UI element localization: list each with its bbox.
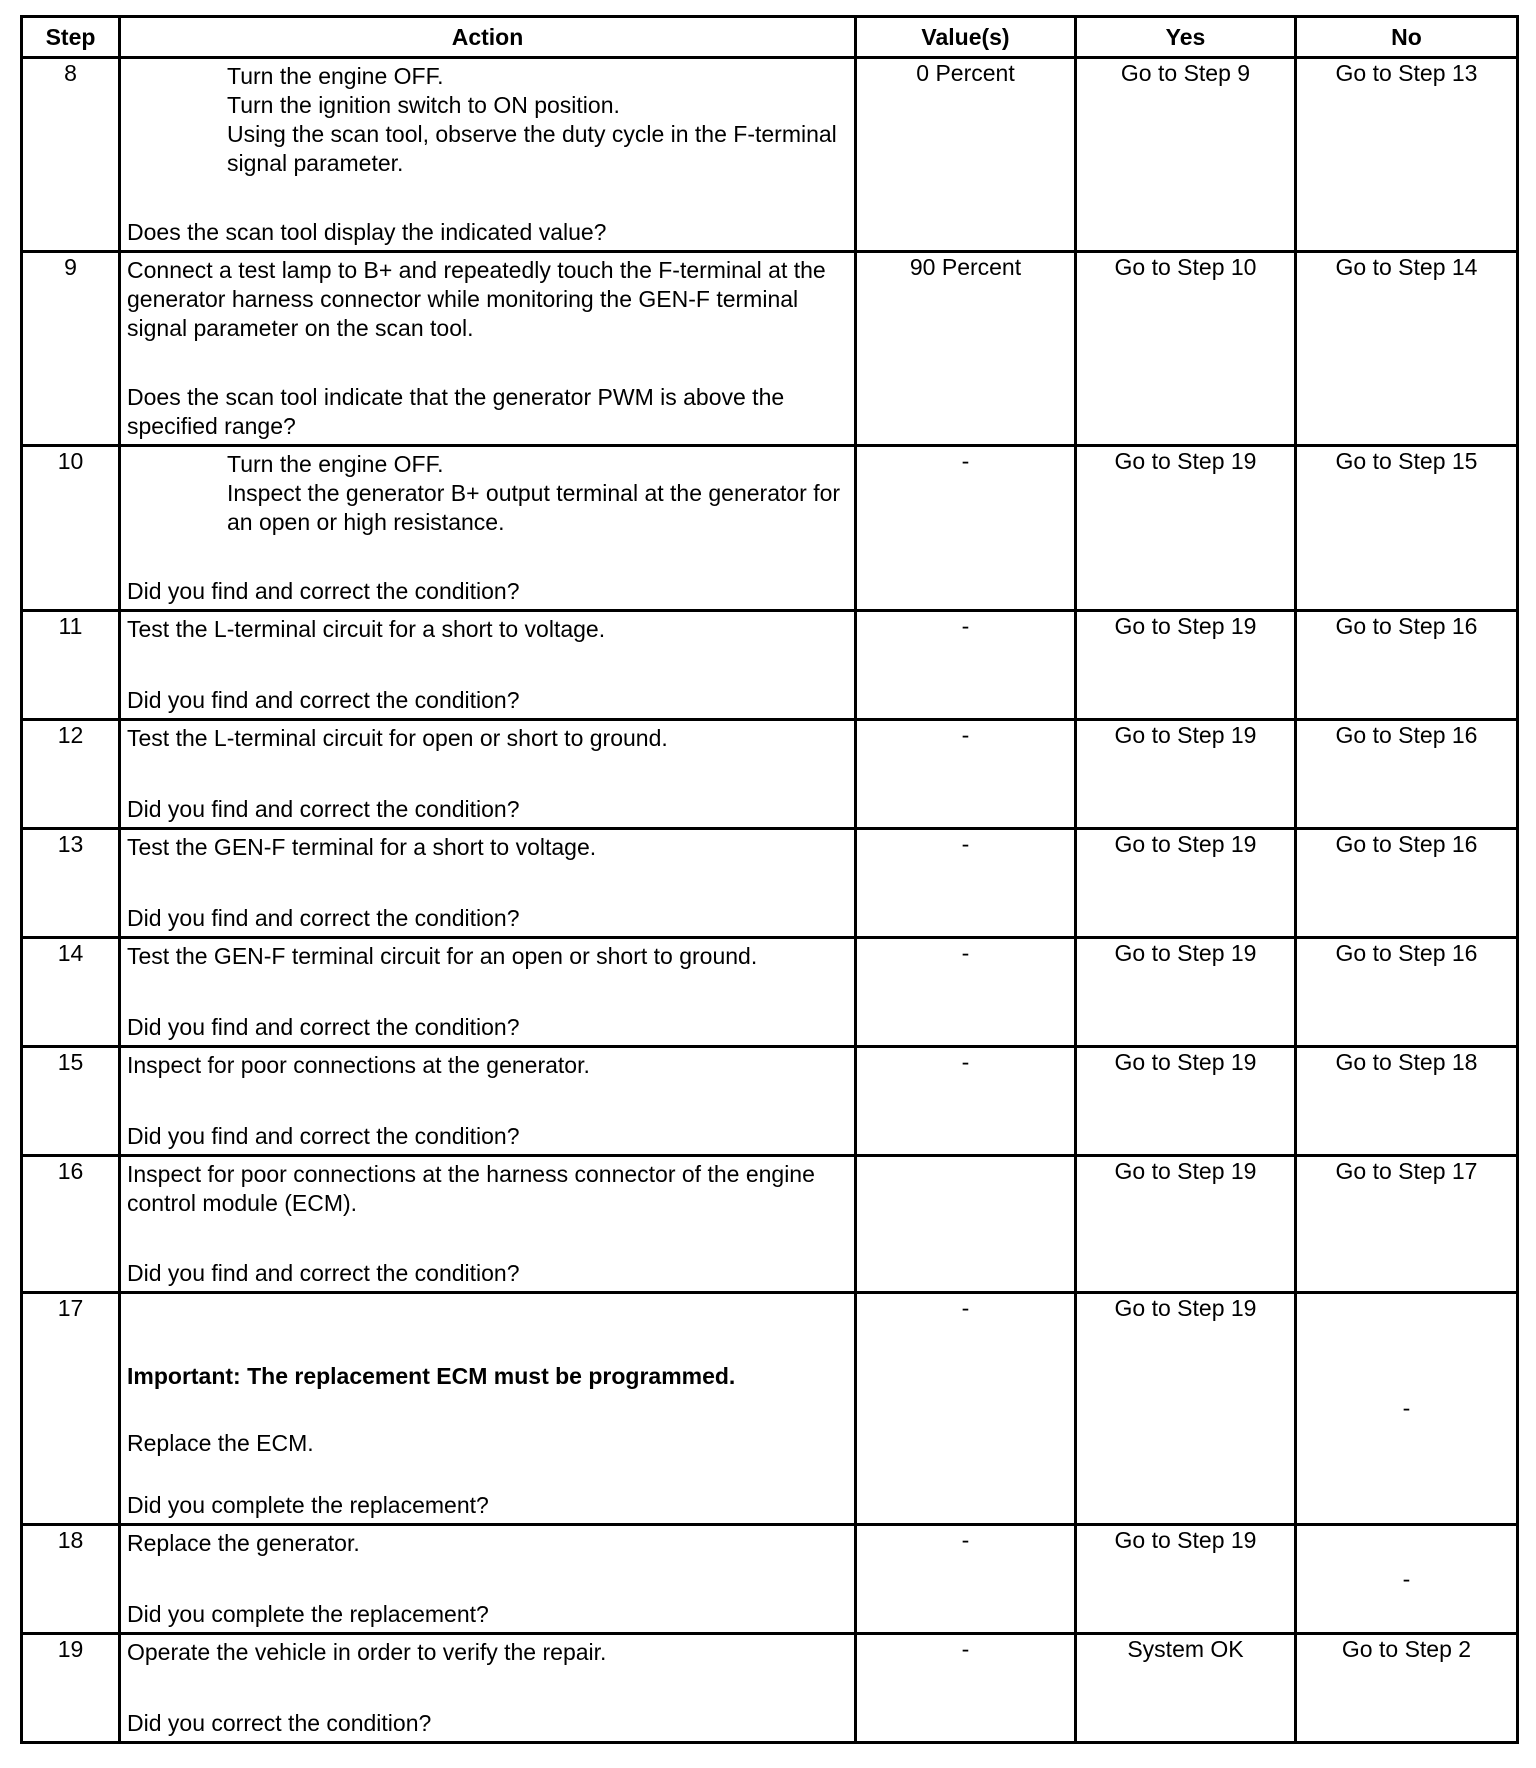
action-line: Test the L-terminal circuit for a short to voltage. [127, 616, 606, 642]
table-row [22, 446, 1518, 611]
action-cell [120, 611, 856, 720]
yes-cell: System OK [1076, 1634, 1296, 1743]
step-cell: 18 [22, 1525, 120, 1634]
action-line: Turn the engine OFF. [227, 63, 444, 89]
value-cell: - [856, 938, 1076, 1047]
step-cell: 12 [22, 720, 120, 829]
yes-cell: Go to Step 19 [1076, 938, 1296, 1047]
action-line: Connect a test lamp to B+ and repeatedly touch the F-terminal at the generator harness connector while monitoring the GEN-F terminal signal parameter on the scan tool. [127, 257, 826, 341]
action-line: Using the scan tool, observe the duty cycle in the F-terminal signal parameter. [227, 121, 837, 176]
header-yes: Yes [1076, 17, 1296, 58]
table-row [22, 829, 1518, 938]
step-cell: 9 [22, 252, 120, 446]
action-question: Did you find and correct the condition? [127, 578, 520, 604]
action-line: Inspect for poor connections at the harness connector of the engine control module (ECM). [127, 1161, 815, 1216]
step-cell: 16 [22, 1156, 120, 1293]
no-cell: Go to Step 15 [1296, 446, 1518, 611]
action-cell [120, 1156, 856, 1293]
no-cell: Go to Step 16 [1296, 938, 1518, 1047]
step-cell: 13 [22, 829, 120, 938]
action-cell [120, 1293, 856, 1525]
yes-cell: Go to Step 19 [1076, 611, 1296, 720]
table-row [22, 1634, 1518, 1743]
action-cell [120, 58, 856, 252]
table-row [22, 1047, 1518, 1156]
action-question: Did you complete the replacement? [127, 1601, 489, 1627]
yes-cell: Go to Step 19 [1076, 1293, 1296, 1525]
diagnostic-table [20, 15, 1519, 1744]
value-cell: - [856, 829, 1076, 938]
action-question: Did you find and correct the condition? [127, 796, 520, 822]
important-note: Important: The replacement ECM must be programmed. [127, 1363, 736, 1389]
no-cell: Go to Step 17 [1296, 1156, 1518, 1293]
action-line: Replace the ECM. [127, 1430, 314, 1456]
table-row [22, 611, 1518, 720]
action-cell [120, 1525, 856, 1634]
yes-cell: Go to Step 9 [1076, 58, 1296, 252]
action-line: Turn the ignition switch to ON position. [227, 92, 620, 118]
action-question: Does the scan tool display the indicated value? [127, 219, 607, 245]
action-question: Did you find and correct the condition? [127, 905, 520, 931]
yes-cell: Go to Step 19 [1076, 1525, 1296, 1634]
step-cell: 15 [22, 1047, 120, 1156]
step-cell: 8 [22, 58, 120, 252]
action-cell [120, 1634, 856, 1743]
no-cell: - [1296, 1525, 1518, 1634]
action-line: Test the GEN-F terminal for a short to voltage. [127, 834, 597, 860]
no-cell: Go to Step 14 [1296, 252, 1518, 446]
yes-cell: Go to Step 19 [1076, 446, 1296, 611]
action-line: Inspect for poor connections at the generator. [127, 1052, 590, 1078]
action-question: Did you find and correct the condition? [127, 1123, 520, 1149]
no-cell: Go to Step 16 [1296, 611, 1518, 720]
table-row [22, 1525, 1518, 1634]
table-row [22, 58, 1518, 252]
table-row [22, 1156, 1518, 1293]
no-cell: Go to Step 16 [1296, 829, 1518, 938]
table-row [22, 1293, 1518, 1525]
step-cell: 11 [22, 611, 120, 720]
action-question: Did you correct the condition? [127, 1710, 432, 1736]
table-row [22, 252, 1518, 446]
header-action: Action [120, 17, 856, 58]
action-line: Replace the generator. [127, 1530, 360, 1556]
header-no: No [1296, 17, 1518, 58]
no-cell: Go to Step 2 [1296, 1634, 1518, 1743]
action-question: Did you find and correct the condition? [127, 1014, 520, 1040]
action-question: Did you complete the replacement? [127, 1492, 489, 1518]
yes-cell: Go to Step 19 [1076, 829, 1296, 938]
value-cell: - [856, 1525, 1076, 1634]
action-question: Does the scan tool indicate that the generator PWM is above the specified range? [127, 384, 785, 439]
step-cell: 14 [22, 938, 120, 1047]
action-question: Did you find and correct the condition? [127, 1260, 520, 1286]
no-cell: Go to Step 18 [1296, 1047, 1518, 1156]
value-cell: - [856, 1634, 1076, 1743]
action-line: Test the GEN-F terminal circuit for an open or short to ground. [127, 943, 758, 969]
value-cell: 0 Percent [856, 58, 1076, 252]
action-cell [120, 938, 856, 1047]
no-cell: Go to Step 13 [1296, 58, 1518, 252]
value-cell: - [856, 1293, 1076, 1525]
header-step: Step [22, 17, 120, 58]
action-cell [120, 720, 856, 829]
action-line: Inspect the generator B+ output terminal at the generator for an open or high resistance. [227, 480, 841, 535]
yes-cell: Go to Step 19 [1076, 720, 1296, 829]
action-line: Test the L-terminal circuit for open or short to ground. [127, 725, 668, 751]
yes-cell: Go to Step 19 [1076, 1156, 1296, 1293]
value-cell: - [856, 720, 1076, 829]
value-cell [856, 1156, 1076, 1293]
action-question: Did you find and correct the condition? [127, 687, 520, 713]
value-cell: - [856, 1047, 1076, 1156]
value-cell: - [856, 611, 1076, 720]
value-cell: - [856, 446, 1076, 611]
action-line: Turn the engine OFF. [227, 451, 444, 477]
header-values: Value(s) [856, 17, 1076, 58]
value-cell: 90 Percent [856, 252, 1076, 446]
yes-cell: Go to Step 10 [1076, 252, 1296, 446]
table-row [22, 938, 1518, 1047]
no-cell: - [1296, 1293, 1518, 1525]
step-cell: 10 [22, 446, 120, 611]
table-row [22, 720, 1518, 829]
yes-cell: Go to Step 19 [1076, 1047, 1296, 1156]
step-cell: 19 [22, 1634, 120, 1743]
no-cell: Go to Step 16 [1296, 720, 1518, 829]
step-cell: 17 [22, 1293, 120, 1525]
action-cell [120, 446, 856, 611]
action-cell [120, 1047, 856, 1156]
action-line: Operate the vehicle in order to verify the repair. [127, 1639, 607, 1665]
action-cell [120, 829, 856, 938]
header-row [22, 17, 1518, 58]
action-cell [120, 252, 856, 446]
